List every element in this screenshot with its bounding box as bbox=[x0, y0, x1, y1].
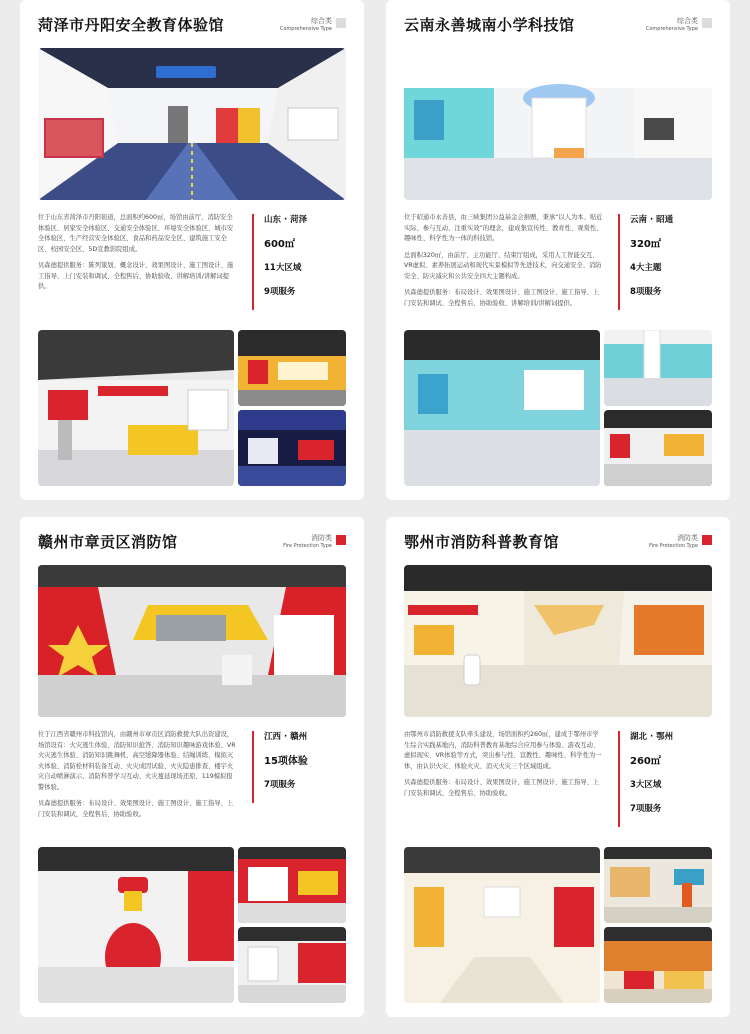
type-cn: 消防类 bbox=[677, 534, 698, 542]
stat-location: 云南 · 昭通 bbox=[630, 215, 674, 225]
stat-location: 江西 · 赣州 bbox=[264, 732, 308, 742]
hero-photo bbox=[38, 565, 346, 717]
gallery-photo-small bbox=[604, 847, 712, 923]
type-cn: 综合类 bbox=[677, 17, 698, 25]
stat-location: 山东 · 菏泽 bbox=[264, 215, 308, 225]
description bbox=[38, 213, 238, 299]
hero-photo bbox=[404, 48, 712, 200]
gallery-photo-small bbox=[238, 927, 346, 1003]
project-card-heze bbox=[20, 0, 364, 500]
gallery-photo-small bbox=[604, 927, 712, 1003]
gallery-photo-small bbox=[238, 410, 346, 486]
stat-area: 260㎡ bbox=[630, 756, 661, 767]
stats-list bbox=[252, 214, 344, 310]
type-tag bbox=[646, 17, 712, 33]
stat-services: 7项服务 bbox=[630, 804, 662, 814]
type-square-icon bbox=[702, 535, 712, 545]
gallery-photo-large bbox=[38, 330, 234, 486]
gallery-photo-small bbox=[238, 847, 346, 923]
hero-photo bbox=[38, 48, 346, 200]
hero-photo bbox=[404, 565, 712, 717]
type-tag bbox=[649, 534, 712, 550]
gallery-photo-small bbox=[238, 330, 346, 406]
card-title: 赣州市章贡区消防馆 bbox=[38, 533, 178, 551]
stat-location: 湖北 · 鄂州 bbox=[630, 732, 674, 742]
project-card-ganzhou bbox=[20, 517, 364, 1017]
type-square-icon bbox=[336, 18, 346, 28]
project-card-yongshan bbox=[386, 0, 730, 500]
stat-services: 7项服务 bbox=[264, 780, 296, 790]
description-paragraph: 由鄂州市消防救援支队牵头建设，场馆面积约260㎡，建成于鄂州市学生综合实践基地内，消防科普教育基地综合应用参与体验、游戏互动、虚拟现实、VR体验等方式，突出参与性、宣教性、趣味性、科学性为一体，由认识火灾、体验火灾、消灭火灾三个区域组成。 bbox=[404, 731, 602, 770]
description-paragraph: 贝森德提供服务：布局设计、效果图设计、施工图设计、施工指导、上门安装和调试、全程售后、协助验收。 bbox=[404, 779, 600, 797]
description bbox=[404, 730, 604, 805]
type-cn: 消防类 bbox=[311, 534, 332, 542]
description-paragraph: 位于江西省赣州市科技馆内，由赣州市章贡区消防救援大队出资建设，场馆设有：火灾逃生体验、消防知识抢答、消防知识趣味游戏体验、VR火灾逃生体验、消防知识跳舞机、高空缓降器体验、结绳训练、模拟灭火体验、消防栓材料装备互动、火灾成因试验、火灾隐患排查、楼宇火灾自动喷淋演示、消防科普学习互动、火灾蔓延现场还原、119模拟报警体验。 bbox=[38, 731, 236, 791]
gallery-photo-large bbox=[38, 847, 234, 1003]
card-title: 鄂州市消防科普教育馆 bbox=[404, 533, 560, 551]
type-square-icon bbox=[702, 18, 712, 28]
description-paragraph: 位于昭通市永善县，由三峡集团公益基金会捐赠，秉承“以人为本、贴近实际、参与互动、注重实效”的理念，建成集宣传性、教育性、观赏性、趣味性、科学性为一体的科技馆。 bbox=[404, 214, 603, 242]
type-en: Comprehensive Type bbox=[645, 26, 698, 32]
stats-list bbox=[618, 731, 710, 827]
stat-area: 600㎡ bbox=[264, 239, 295, 250]
type-en: Comprehensive Type bbox=[279, 26, 332, 32]
stats-list bbox=[252, 731, 344, 803]
description bbox=[404, 213, 604, 315]
project-card-ezhou bbox=[386, 517, 730, 1017]
type-tag bbox=[280, 17, 346, 33]
type-cn: 综合类 bbox=[311, 17, 332, 25]
description-paragraph: 位于山东省菏泽市丹阳街道，总面积约600㎡，场馆由前厅、消防安全体验区、居家安全体验区、交通安全体验区、环境安全体验区、城市安全体验区、生产经营安全体验区、食品和药品安全区、建筑施工安全区、校园安全区、5D宣教影院组成。 bbox=[38, 214, 234, 253]
description-paragraph: 贝森德提供服务：布局设计、效果图设计、施工图设计、施工指导、上门安装和调试、全程售后、协助验收。 bbox=[38, 800, 234, 818]
stat-services: 9项服务 bbox=[264, 287, 296, 297]
stat-regions: 11大区域 bbox=[264, 263, 302, 273]
gallery-photo-small bbox=[604, 330, 712, 406]
type-en: Fire Protection Type bbox=[283, 543, 332, 549]
card-title: 菏泽市丹阳安全教育体验馆 bbox=[38, 16, 225, 34]
stat-services: 8项服务 bbox=[630, 287, 662, 297]
stat-themes: 4大主题 bbox=[630, 263, 662, 273]
description-paragraph: 贝森德提供服务：布局设计、效果图设计、施工图设计、施工指导、上门安装和调试、全程售后、协助验收、讲解培训/讲解词提供。 bbox=[404, 289, 600, 307]
description-paragraph: 总面积320㎡，由前厅、主功能厅、结束厅组成，采用人工智能交互、VR虚拟、素养拓展运动和现代实景模拟等先进技术，向交通安全、消防安全、防灾减灾和公共安全四大主题构成。 bbox=[404, 251, 602, 280]
stat-regions: 3大区域 bbox=[630, 780, 662, 790]
stats-list bbox=[618, 214, 710, 310]
gallery-photo-large bbox=[404, 847, 600, 1003]
type-tag bbox=[283, 534, 346, 550]
stat-experiences: 15项体验 bbox=[264, 756, 308, 767]
description bbox=[38, 730, 238, 826]
stat-area: 320㎡ bbox=[630, 239, 661, 250]
description-paragraph: 贝森德提供服务：陈列策划、概念设计、效果图设计、施工图设计、施工指导、上门安装和调试、全程售后、协助验收、讲解培训/讲解词提供。 bbox=[38, 262, 234, 290]
card-title: 云南永善城南小学科技馆 bbox=[404, 16, 575, 34]
gallery-photo-small bbox=[604, 410, 712, 486]
type-square-icon bbox=[336, 535, 346, 545]
gallery-photo-large bbox=[404, 330, 600, 486]
type-en: Fire Protection Type bbox=[649, 543, 698, 549]
